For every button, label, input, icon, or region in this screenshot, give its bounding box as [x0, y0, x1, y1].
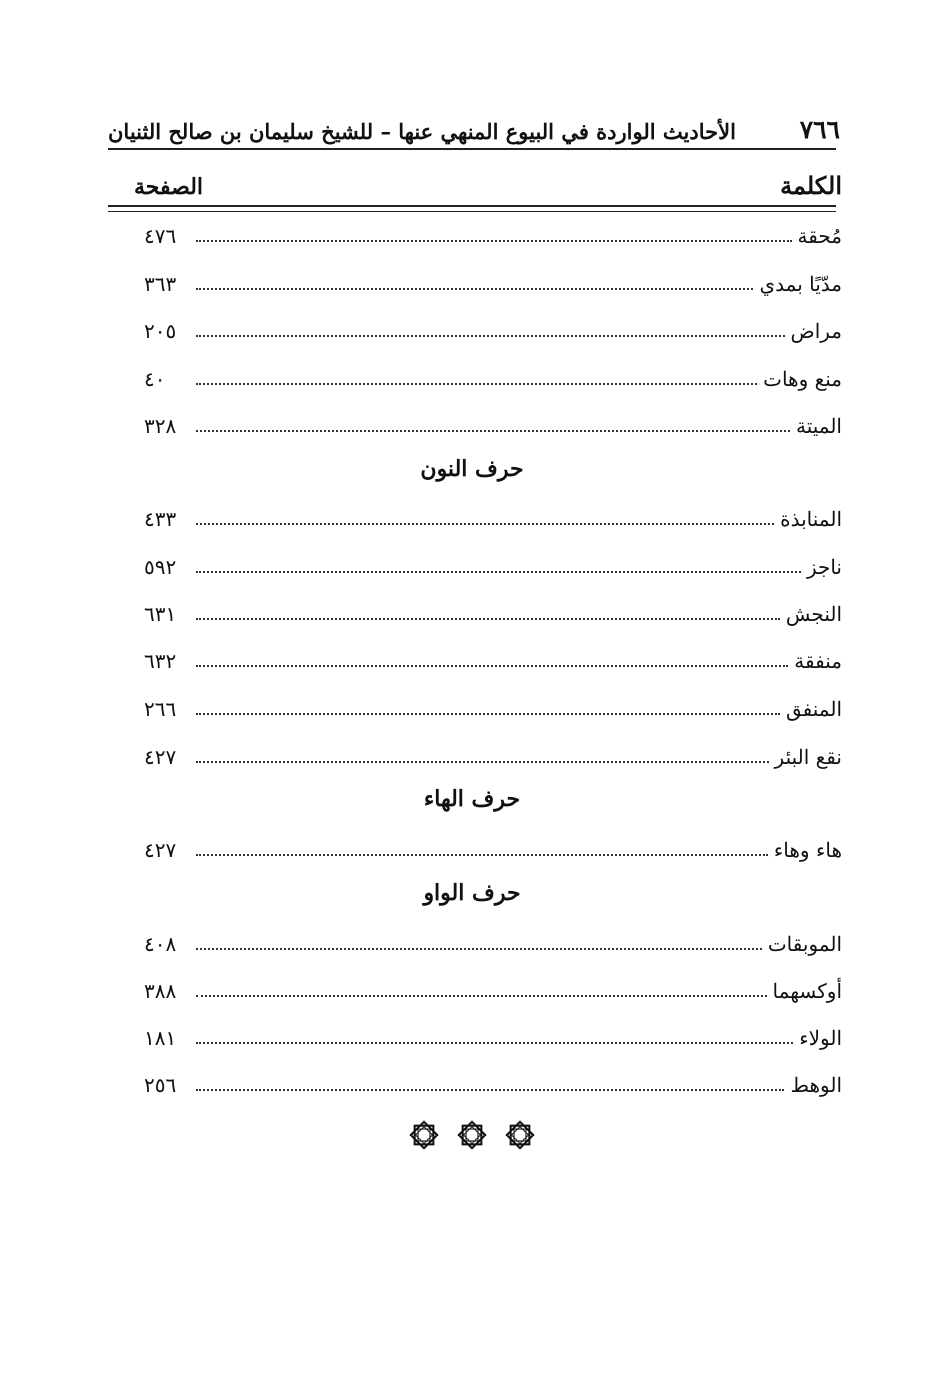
leader-dots: [196, 1041, 793, 1044]
leader-dots: [196, 947, 762, 950]
end-ornament: [108, 1118, 836, 1158]
entry-word: المنفق: [785, 697, 842, 721]
leader-dots: [196, 239, 792, 242]
leader-dots: [196, 334, 785, 337]
octagram-star-icon: [503, 1118, 537, 1152]
entry-word: النجش: [785, 602, 842, 626]
index-entry: [144, 361, 842, 391]
index-entry: [144, 739, 842, 769]
entry-page: ٦٣٢: [144, 649, 177, 673]
index-entry: [144, 973, 842, 1003]
entry-page: ٤٠٨: [144, 932, 177, 956]
header-rule-bottom: [108, 211, 836, 212]
entry-page: ٢٥٦: [144, 1073, 177, 1097]
index-entry: [144, 408, 842, 438]
entry-word: ناجز: [806, 555, 842, 579]
index-entry: [144, 596, 842, 626]
octagram-star-icon: [407, 1118, 441, 1152]
entry-page: ٤٠: [144, 367, 166, 391]
entry-page: ٢٦٦: [144, 697, 177, 721]
index-entry: [144, 1020, 842, 1050]
entry-page: ٣٦٣: [144, 272, 177, 296]
index-entry: [144, 218, 842, 248]
section-title-ha: حرف الهاء: [423, 786, 521, 812]
entry-page: ٢٠٥: [144, 319, 177, 343]
leader-dots: [196, 760, 769, 763]
column-header-page: الصفحة: [134, 174, 204, 200]
column-header-word: الكلمة: [780, 171, 842, 200]
entry-word: الولاء: [799, 1026, 842, 1050]
index-entry: [144, 313, 842, 343]
running-title: الأحاديث الواردة في البيوع المنهي عنها – للشيخ سليمان بن صالح الثنيان: [108, 119, 736, 144]
leader-dots: [196, 853, 768, 856]
entry-word: المنابذة: [780, 507, 842, 531]
entry-word: منع وهات: [763, 367, 842, 391]
index-entry: [144, 643, 842, 673]
leader-dots: [196, 429, 790, 432]
leader-dots: [196, 617, 780, 620]
leader-dots: [196, 712, 780, 715]
entry-word: منفقة: [794, 649, 842, 673]
leader-dots: [196, 570, 801, 573]
entry-page: ٣٢٨: [144, 414, 177, 438]
section-title-nun: حرف النون: [420, 456, 524, 482]
index-entry: [144, 549, 842, 579]
index-page: [108, 0, 842, 1380]
entry-word: الميتة: [795, 414, 842, 438]
leader-dots: [196, 664, 788, 667]
entry-page: ١٨١: [144, 1026, 177, 1050]
entry-page: ٥٩٢: [144, 555, 177, 579]
leader-dots: [196, 522, 774, 525]
leader-dots: [196, 287, 753, 290]
entry-word: الوهط: [790, 1073, 842, 1097]
entry-page: ٤٧٦: [144, 224, 177, 248]
entry-word: هاء وهاء: [773, 838, 842, 862]
entry-word: أوكسهما: [772, 979, 842, 1003]
entry-page: ٤٣٣: [144, 507, 177, 531]
entry-page: ٤٢٧: [144, 745, 177, 769]
page-number: ٧٦٦: [799, 115, 840, 144]
running-head: [108, 108, 840, 150]
entry-word: الموبقات: [767, 932, 842, 956]
octagram-star-icon: [455, 1118, 489, 1152]
entry-word: مُحقة: [797, 224, 842, 248]
index-entry: [144, 691, 842, 721]
index-entry: [144, 501, 842, 531]
entry-word: مراض: [790, 319, 842, 343]
index-entry: [144, 266, 842, 296]
entry-page: ٦٣١: [144, 602, 177, 626]
entry-page: ٤٢٧: [144, 838, 177, 862]
leader-dots: [196, 1088, 784, 1091]
entry-word: نقع البئر: [774, 745, 842, 769]
leader-dots: [196, 382, 757, 385]
entry-page: ٣٨٨: [144, 979, 177, 1003]
index-entry: [144, 1067, 842, 1097]
column-headers: [108, 166, 842, 200]
index-entry: [144, 832, 842, 862]
index-entry: [144, 926, 842, 956]
header-rule-top: [108, 205, 836, 207]
entry-word: مدّيًا بمدي: [759, 272, 842, 296]
section-title-waw: حرف الواو: [423, 880, 521, 906]
leader-dots: [196, 994, 767, 997]
